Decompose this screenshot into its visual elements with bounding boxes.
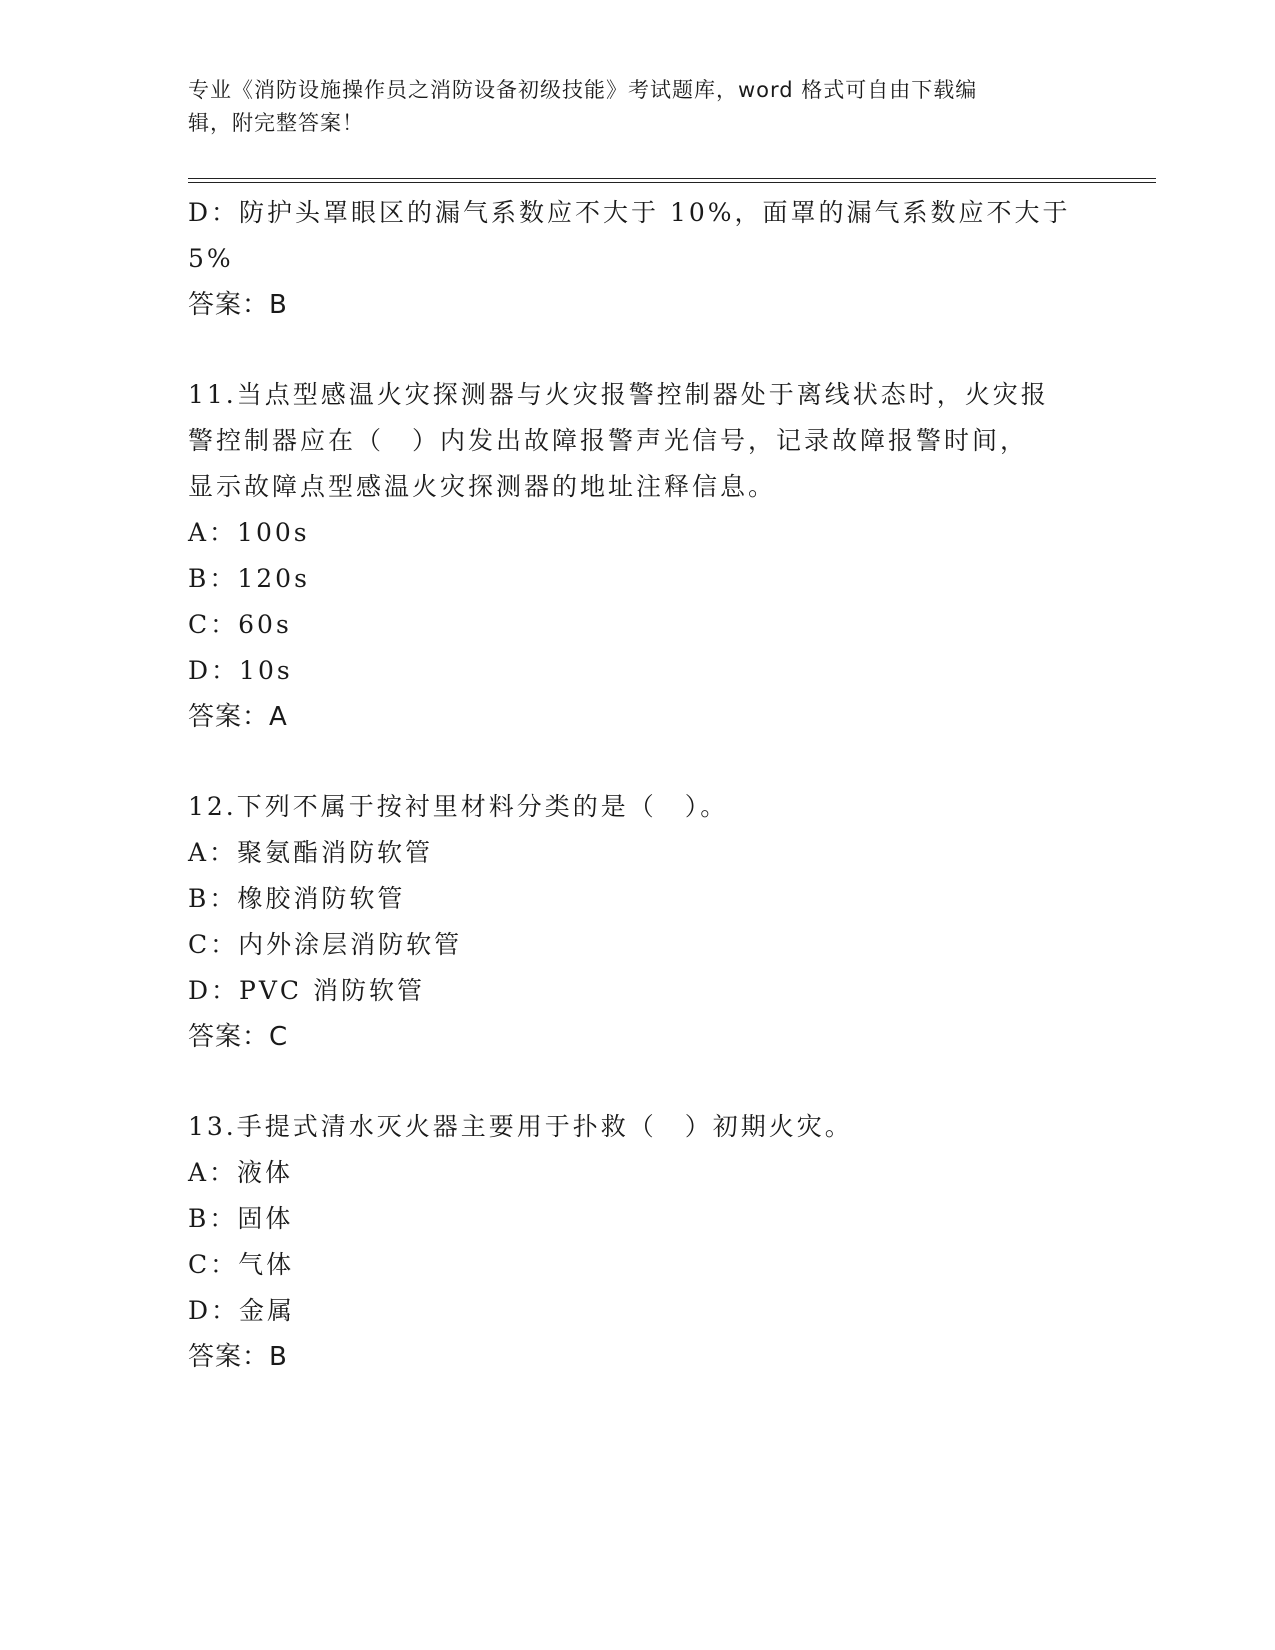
option-b: B：固体 [188,1204,294,1233]
option-d: D：10s [188,656,293,685]
header-line-2: 辑，附完整答案！ [188,111,364,135]
spacer [188,740,1088,784]
header-line-1: 专业《消防设施操作员之消防设备初级技能》考试题库，word 格式可自由下载编 [188,78,978,102]
header-divider-bottom [188,182,1156,183]
answer-line: 答案：A [188,702,288,732]
option-a: A：聚氨酯消防软管 [188,838,434,867]
question-text-line: 警控制器应在（ ）内发出故障报警声光信号，记录故障报警时间， [188,426,1029,455]
header-divider-top [188,178,1156,179]
option-b: B：120s [188,564,310,593]
spacer [188,328,1088,372]
answer-line: 答案：B [188,290,288,320]
question-text-line: 显示故障点型感温火灾探测器的地址注释信息。 [188,472,777,501]
question-content [188,190,1088,1380]
question-text-line: 12.下列不属于按衬里材料分类的是（ ）。 [188,792,729,821]
question-block-13 [188,1104,1088,1380]
option-a: A：100s [188,518,310,547]
document-header [188,74,1068,140]
option-d-line-1: D：防护头罩眼区的漏气系数应不大于 10%，面罩的漏气系数应不大于 [188,198,1071,227]
option-c: C：60s [188,610,292,639]
question-block-12 [188,784,1088,1060]
option-b: B：橡胶消防软管 [188,884,406,913]
option-d: D：金属 [188,1296,296,1325]
option-c: C：气体 [188,1250,295,1279]
option-a: A：液体 [188,1158,294,1187]
question-text-line: 13.手提式清水灭火器主要用于扑救（ ）初期火灾。 [188,1112,853,1141]
answer-line: 答案：B [188,1342,288,1372]
question-text-line: 11.当点型感温火灾探测器与火灾报警控制器处于离线状态时，火灾报 [188,380,1049,409]
previous-question-tail [188,190,1088,328]
option-d: D：PVC 消防软管 [188,976,425,1005]
option-c: C：内外涂层消防软管 [188,930,463,959]
spacer [188,1060,1088,1104]
question-block-11 [188,372,1088,740]
option-d-line-2: 5% [188,244,234,273]
answer-line: 答案：C [188,1022,289,1052]
